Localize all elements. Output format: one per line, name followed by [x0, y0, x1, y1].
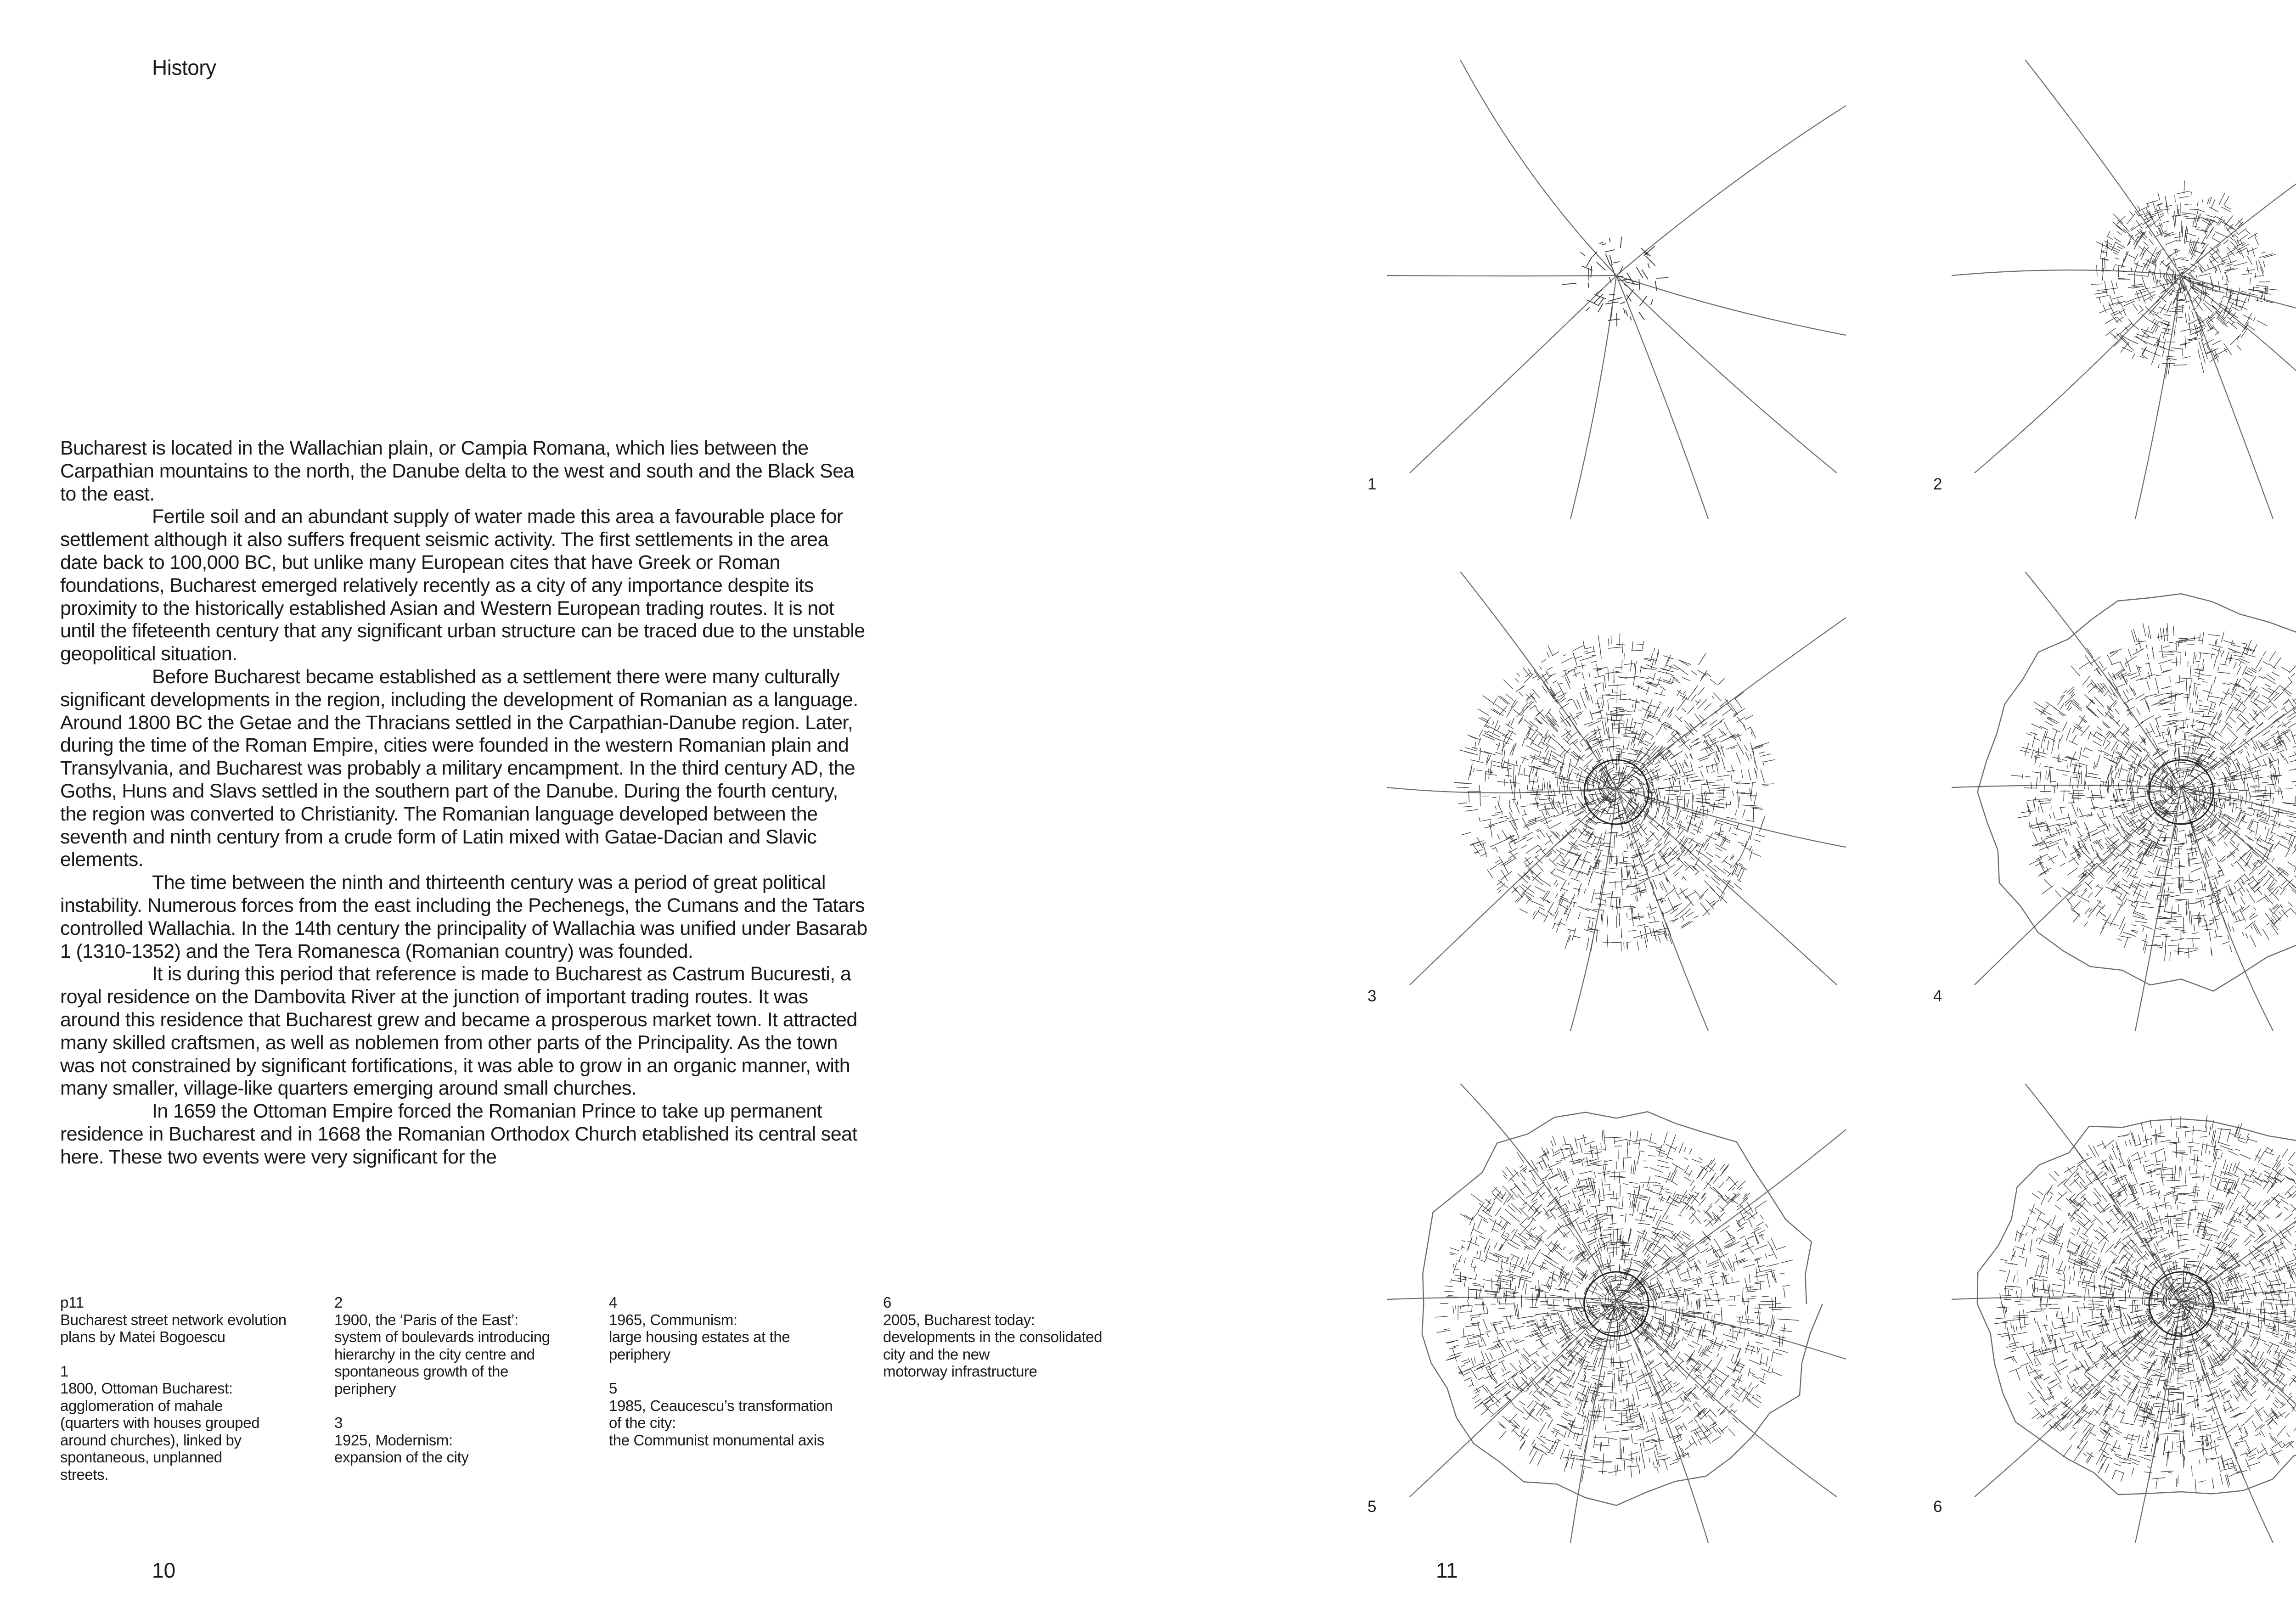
figure-label: 2	[1933, 475, 1942, 493]
figure-label: 3	[1367, 987, 1377, 1005]
caption-item	[609, 1380, 866, 1449]
figure-label: 4	[1933, 987, 1942, 1005]
caption-column	[334, 1294, 591, 1483]
caption-item	[60, 1363, 317, 1484]
street-network-drawing	[1952, 1084, 2296, 1543]
caption-column	[60, 1294, 317, 1500]
paragraph: Fertile soil and an abundant supply of water made this area a favourable place for settlement although it also suffers frequent seismic activity. The first settlements in the area date back to 100,000 BC, but unlike many European cites that have Greek or Roman foundations, Bucharest emerged relatively recently as a city of any importance despite its proximity to the historically established Asian and Western European trading routes. It is not until the fifeteenth century that any significant urban structure can be traced due to the unstable geopolitical situation.	[60, 506, 865, 665]
paragraph: Before Bucharest became established as a settlement there were many culturally significant developments in the region, including the development of Romanian as a language. Around 1800 BC the Getae and the Thracians settled in the Carpathian-Danube region. Later, during the time of the Roman Empire, cities were founded in the western Romanian plain and Transylvania, and Bucharest was probably a military encampment. In the third century AD, the Goths, Huns and Slavs settled in the southern part of the Danube. During the fourth century, the region was converted to Christianity. The Romanian language developed between the seventh and ninth century from a crude form of Latin mixed with Gatae-Dacian and Slavic elements.	[60, 665, 858, 871]
body-text	[60, 437, 868, 1169]
caption-number: 1	[60, 1362, 68, 1380]
caption-item	[60, 1294, 317, 1346]
section-heading: History	[152, 56, 216, 79]
street-network-drawing	[1387, 1084, 1846, 1543]
caption-text: 1985, Ceaucescu’s transformation of the city: the Communist monumental axis	[609, 1397, 833, 1449]
paragraph: It is during this period that reference is made to Bucharest as Castrum Bucuresti, a royal residence on the Dambovita River at the junction of important trading routes. It was around this residence that Bucharest grew and became a prosperous market town. It attracted many skilled craftsmen, as well as noblemen from other parts of the Principality. As the town was not constrained by significant fortifications, it was able to grow in an organic manner, with many smaller, village-like quarters emerging around small churches.	[60, 963, 857, 1100]
caption-number: 6	[883, 1294, 891, 1311]
caption-text: 1900, the ‘Paris of the East’: system of boulevards introducing hierarchy in the city centre and spontaneous growth of the periphery	[334, 1311, 550, 1397]
caption-item	[334, 1294, 591, 1397]
caption-text: 1800, Ottoman Bucharest: agglomeration of mahale (quarters with houses grouped around churches), linked by spontaneous, unplanned streets.	[60, 1380, 260, 1483]
page-number-right: 11	[1436, 1558, 1458, 1582]
figure-label: 5	[1367, 1498, 1377, 1516]
street-network-drawing	[1387, 572, 1846, 1031]
paragraph: The time between the ninth and thirteenth century was a period of great political instability. Numerous forces from the east including the Pechenegs, the Cumans and the Tatars controlled Wallachia. In the 14th century the principality of Wallachia was unified under Basarab 1 (1310-1352) and the Tera Romanesca (Romanian country) was founded.	[60, 871, 867, 962]
caption-item	[883, 1294, 1140, 1380]
street-map-1985	[1387, 1084, 1846, 1543]
caption-number: 4	[609, 1294, 617, 1311]
street-map-1925	[1387, 572, 1846, 1031]
caption-text: 2005, Bucharest today: developments in the consolidated city and the new motorway infrastructure	[883, 1311, 1103, 1380]
street-map-1900	[1952, 60, 2296, 519]
street-network-drawing	[1952, 60, 2296, 519]
page-number-left: 10	[152, 1558, 176, 1582]
paragraph: Bucharest is located in the Wallachian plain, or Campia Romana, which lies between the Carpathian mountains to the north, the Danube delta to the west and south and the Black Sea to the east.	[60, 437, 854, 505]
caption-number: 5	[609, 1380, 617, 1397]
caption-text: 1965, Communism: large housing estates at the periphery	[609, 1311, 790, 1363]
street-map-1800	[1387, 60, 1846, 519]
street-map-1965	[1952, 572, 2296, 1031]
street-network-drawing	[1387, 60, 1846, 519]
caption-number: 2	[334, 1294, 343, 1311]
caption-column	[609, 1294, 866, 1466]
street-map-2005	[1952, 1084, 2296, 1543]
caption-text: 1925, Modernism: expansion of the city	[334, 1431, 469, 1466]
paragraph: In 1659 the Ottoman Empire forced the Romanian Prince to take up permanent residence in Bucharest and in 1668 the Romanian Orthodox Church etablished its central seat here. These two events were very significant for the	[60, 1100, 857, 1168]
figure-label: 1	[1367, 475, 1377, 493]
caption-text: Bucharest street network evolution plans by Matei Bogoescu	[60, 1311, 287, 1345]
figure-label: 6	[1933, 1498, 1942, 1516]
caption-item	[334, 1414, 591, 1466]
caption-number: 3	[334, 1414, 343, 1431]
caption-column	[883, 1294, 1140, 1397]
street-network-drawing	[1952, 572, 2296, 1031]
caption-item	[609, 1294, 866, 1363]
caption-number: p11	[60, 1294, 84, 1311]
